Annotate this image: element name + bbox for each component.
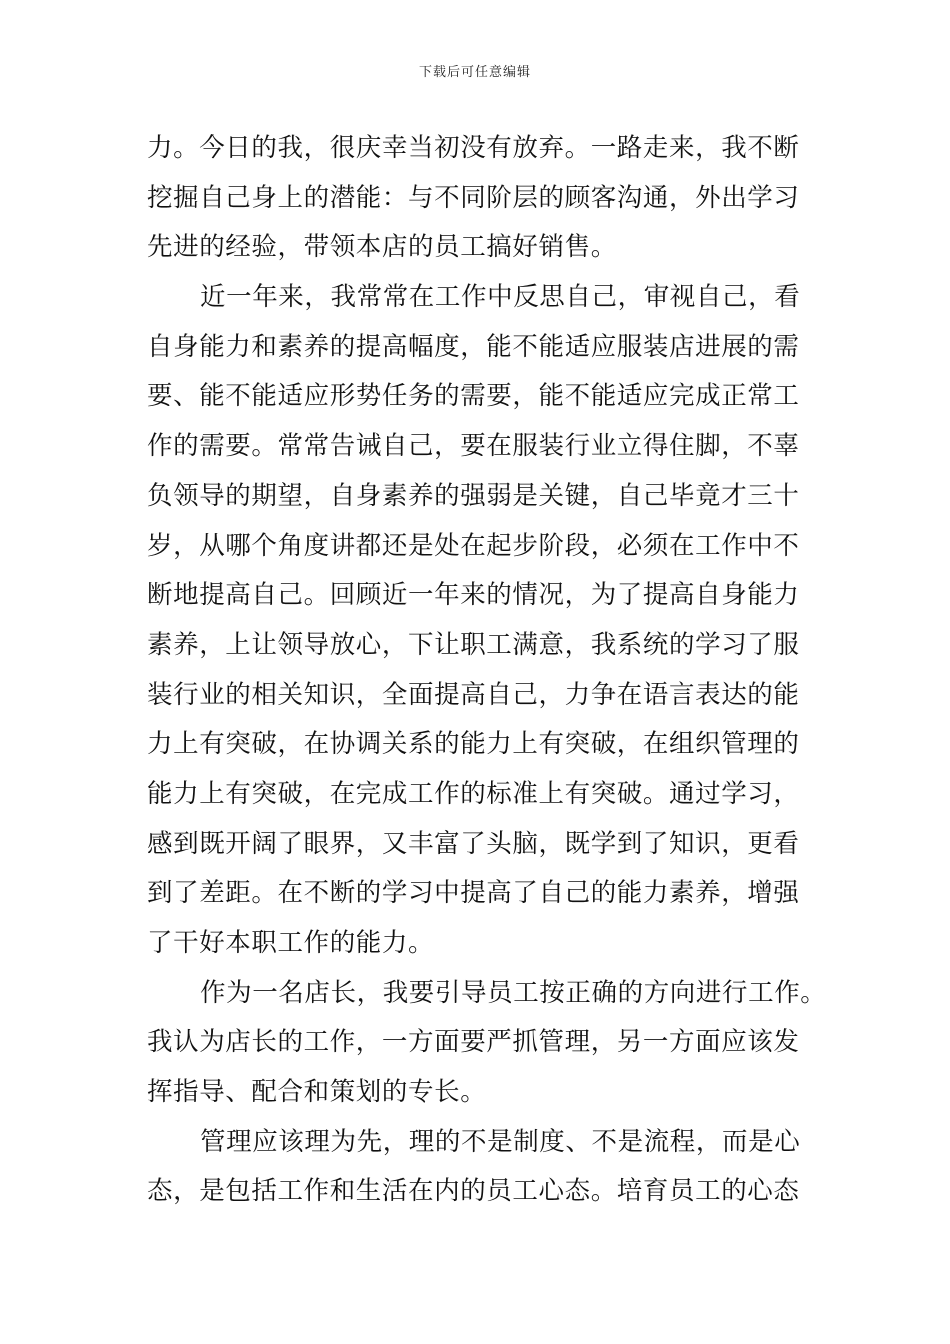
- text-line: 自身能力和素养的提高幅度，能不能适应服装店进展的需: [147, 331, 800, 362]
- text-line: 先进的经验，带领本店的员工搞好销售。: [147, 232, 617, 263]
- text-line: 了干好本职工作的能力。: [147, 928, 435, 958]
- text-line: 素养，上让领导放心，下让职工满意，我系统的学习了服: [147, 629, 800, 660]
- document-body: [147, 124, 827, 1217]
- paragraph-start-line: 近一年来，我常常在工作中反思自己，审视自己，看: [200, 282, 801, 313]
- text-line: 装行业的相关知识，全面提高自己，力争在语言表达的能: [147, 679, 800, 710]
- text-line: 能力上有突破，在完成工作的标准上有突破。通过学习，: [147, 778, 800, 809]
- text-line: 态，是包括工作和生活在内的员工心态。培育员工的心态: [147, 1176, 800, 1207]
- text-line: 力上有突破，在协调关系的能力上有突破，在组织管理的: [147, 729, 800, 760]
- text-line: 负领导的期望，自身素养的强弱是关键，自己毕竟才三十: [147, 480, 800, 511]
- paragraph-start-line: 作为一名店长，我要引导员工按正确的方向进行工作。: [200, 977, 827, 1008]
- text-line: 要、能不能适应形势任务的需要，能不能适应完成正常工: [147, 381, 800, 412]
- text-line: 作的需要。常常告诫自己，要在服装行业立得住脚，不辜: [147, 431, 800, 462]
- page-header-note: 下载后可任意编辑: [418, 65, 531, 80]
- text-line: 感到既开阔了眼界，又丰富了头脑，既学到了知识，更看: [147, 828, 800, 859]
- text-line: 我认为店长的工作，一方面要严抓管理，另一方面应该发: [147, 1027, 800, 1058]
- text-line: 岁，从哪个角度讲都还是处在起步阶段，必须在工作中不: [147, 530, 800, 561]
- text-line: 断地提高自己。回顾近一年来的情况，为了提高自身能力: [147, 580, 800, 611]
- text-line: 挖掘自己身上的潜能：与不同阶层的顾客沟通，外出学习: [147, 182, 800, 213]
- text-line: 力。今日的我，很庆幸当初没有放弃。一路走来，我不断: [147, 133, 800, 163]
- paragraph-start-line: 管理应该理为先，理的不是制度、不是流程，而是心: [200, 1126, 801, 1157]
- text-line: 挥指导、配合和策划的专长。: [147, 1077, 487, 1108]
- text-line: 到了差距。在不断的学习中提高了自己的能力素养，增强: [147, 878, 800, 909]
